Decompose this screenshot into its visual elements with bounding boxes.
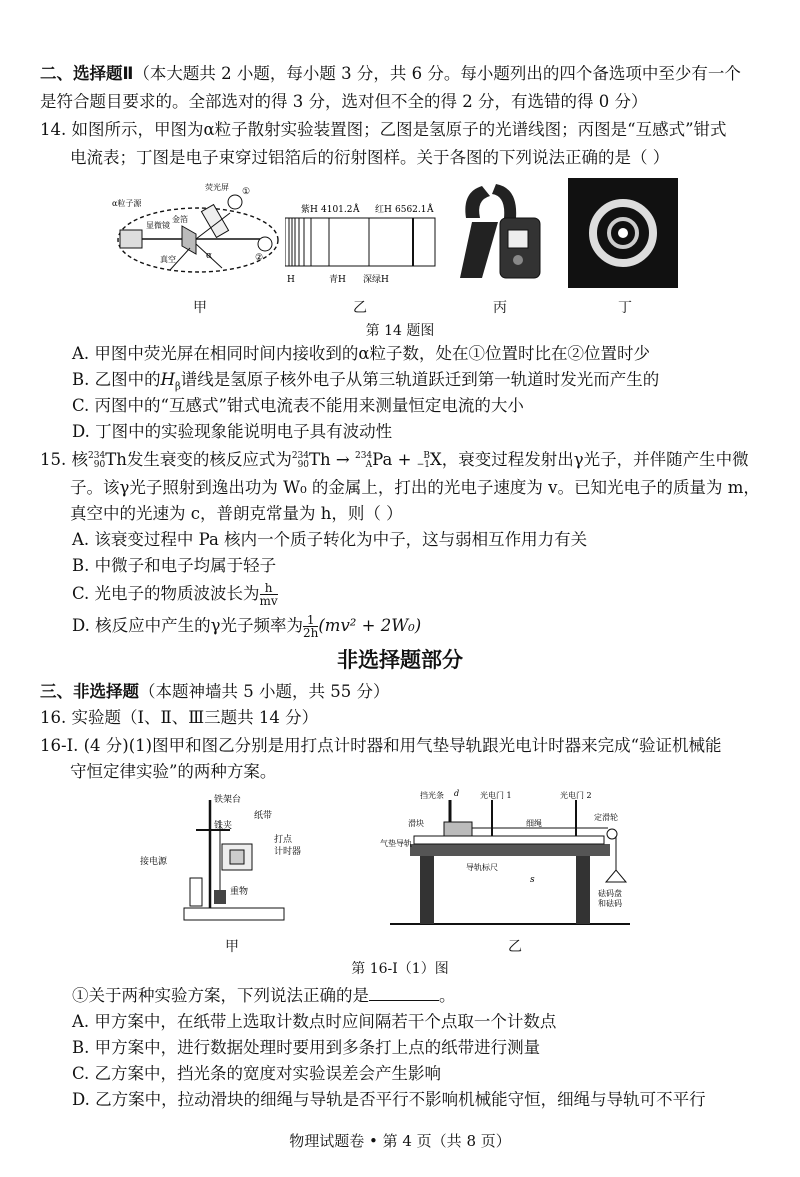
- q16-option-c: C. 乙方案中，挡光条的宽度对实验误差会产生影响: [72, 1064, 442, 1083]
- fig-yi-label-wave1: 4101.2: [321, 205, 353, 215]
- q15-th-nuclide: [88, 452, 105, 470]
- q15-option-d-den: 2h: [303, 626, 319, 640]
- q14-panel-label-jia: 甲: [193, 300, 207, 316]
- q16-figure-jia: [140, 790, 340, 930]
- q15-pa-mass: 234: [354, 450, 373, 461]
- q16-sub-1: 16-Ⅰ. (4 分)(1)图甲和图乙分别是用打点计时器和用气垫导轨跟光电计时器来完成“验证机械能: [40, 736, 722, 755]
- q14-stem-2: 电流表；丁图是电子束穿过铝箔后的衍射图样。关于各图的下列说法正确的是（ ）: [70, 148, 670, 167]
- q16-figure-yi: [380, 786, 640, 931]
- q15-option-c-fraction: [260, 582, 278, 607]
- q14-figure-yi: [285, 198, 445, 293]
- q16-sub-2: 守恒定律实验”的两种方案。: [70, 762, 277, 781]
- q15-th-nuclide-2: [292, 452, 309, 470]
- q16-option-a: A. 甲方案中，在纸带上选取计数点时应间隔若干个点取一个计数点: [72, 1012, 557, 1031]
- q14-stem-1: 14. 如图所示，甲图为α粒子散射实验装置图；乙图是氢原子的光谱线图；丙图是“互感式”钳式: [40, 120, 727, 139]
- q15-th-charge: 90: [93, 459, 106, 470]
- q15-pa-nuclide: [355, 452, 372, 470]
- q16-question-end: 。: [439, 986, 456, 1005]
- fig16-jia-label-stand: 铁架台: [214, 795, 242, 805]
- q15-x-charge: −1: [416, 459, 430, 470]
- fig16-yi-label-gate1: 光电门 1: [480, 791, 512, 800]
- section-3-desc: （本题神墙共 5 小题，共 55 分）: [139, 682, 390, 701]
- section-2-title: 二、选择题Ⅱ: [40, 64, 134, 83]
- fig16-jia-label-tape: 纸带: [254, 811, 273, 821]
- fig-yi-label-unit1: Å: [353, 205, 360, 215]
- section-3-title: 三、非选择题: [40, 682, 139, 701]
- fig-jia-label-pos2: ②: [255, 253, 264, 263]
- q15-stem-1: 15. 核 234 90 Th发生衰变的核反应式为 234 90 Th → 234 A Pa + B −1 X，衰变过程发射出γ光子，并伴随产生中微: [40, 450, 749, 470]
- q14-option-b-symbol: H: [160, 370, 176, 389]
- fig-yi-label-unit2: Å: [427, 205, 434, 215]
- q16-figure-caption: 第 16-Ⅰ（1）图: [351, 961, 449, 977]
- q15-option-d-fraction: [303, 614, 318, 639]
- section-2-desc-2: 是符合题目要求的。全部选对的得 3 分，选对但不全的得 2 分，有选错的得 0 分）: [40, 92, 648, 111]
- q15-stem-mid: 发生衰变的核反应式为: [126, 450, 292, 469]
- fig16-yi-label-string: 细绳: [526, 819, 542, 828]
- fig-yi-label-purple: 紫H: [301, 205, 318, 215]
- q14-panel-label-bing: 丙: [493, 300, 507, 316]
- answer-blank[interactable]: [369, 986, 439, 1001]
- q15-option-c: [72, 582, 770, 607]
- q14-option-a: A. 甲图中荧光屏在相同时间内接收到的α粒子数，处在①位置时比在②位置时少: [72, 344, 651, 363]
- q14-option-d: D. 丁图中的实验现象能说明电子具有波动性: [72, 422, 393, 441]
- q16-option-b: B. 甲方案中，进行数据处理时要用到多条打上点的纸带进行测量: [72, 1038, 541, 1057]
- fig-jia-label-alpha: α: [206, 251, 213, 261]
- q14-option-b-rest: 谱线是氢原子核外电子从第三轨道跃迁到第一轨道时发光而产生的: [180, 370, 660, 389]
- fig-jia-label-microscope: 显微镜: [146, 221, 170, 230]
- q14-panel-label-yi: 乙: [353, 300, 367, 316]
- section-2-line-1: [40, 62, 770, 86]
- fig-yi-label-red: 红H: [375, 205, 392, 215]
- fig-jia-label-foil: 金箔: [172, 215, 188, 224]
- section-2-desc-1: （本大题共 2 小题，每小题 3 分，共 6 分。每小题列出的四个备选项中至少有一个: [133, 64, 741, 83]
- fig16-jia-label-timer2: 计时器: [274, 847, 302, 857]
- q15-option-d-rest: (mv² + 2W₀): [318, 616, 422, 635]
- q15-pa-charge: A: [365, 459, 373, 470]
- q15-th-symbol: Th: [105, 450, 127, 469]
- q14-figure-bing: [452, 178, 552, 288]
- fig16-yi-label-pan2: 和砝码: [598, 899, 622, 908]
- q16-head: 16. 实验题（Ⅰ、Ⅱ、Ⅲ三题共 14 分）: [40, 708, 319, 727]
- q15-option-d: [72, 614, 770, 639]
- fig16-yi-label-shade: 挡光条: [420, 791, 444, 800]
- q14-figure-caption: 第 14 题图: [365, 323, 435, 339]
- fig-yi-label-halpha: H: [287, 275, 295, 285]
- q15-th-mass-2: 234: [291, 450, 310, 461]
- fig-jia-label-vacuum: 真空: [160, 255, 176, 264]
- part-title: 非选择题部分: [337, 648, 463, 672]
- q15-pa-symbol: Pa: [372, 450, 393, 469]
- q15-option-c-text: C. 光电子的物质波波长为: [72, 584, 260, 603]
- q15-stem-end: ，衰变过程发射出γ光子，并伴随产生中微: [441, 450, 749, 469]
- q14-option-b-text: B. 乙图中的: [72, 370, 161, 389]
- fig16-yi-label-pan1: 砝码盘: [598, 889, 622, 898]
- fig16-jia-label-weight: 重物: [230, 887, 249, 897]
- q14-panel-label-ding: 丁: [618, 300, 632, 316]
- q15-stem-prefix: 15. 核: [40, 450, 88, 469]
- q16-panel-label-jia: 甲: [225, 939, 239, 955]
- q15-option-b: B. 中微子和电子均属于轻子: [72, 556, 277, 575]
- q14-figure-ding: [568, 178, 678, 288]
- fig-jia-label-screen: 荧光屏: [205, 183, 229, 192]
- fig-yi-label-wave2: 6562.1: [395, 205, 427, 215]
- fig16-yi-label-slider: 滑块: [408, 819, 424, 828]
- fig-yi-label-deepgreen: 深绿H: [363, 275, 389, 285]
- q16-option-d: D. 乙方案中，拉动滑块的细绳与导轨是否平行不影响机械能守恒，细绳与导轨可不平行: [72, 1090, 706, 1109]
- fig16-yi-label-s: s: [530, 875, 535, 885]
- fig16-yi-label-d: d: [454, 789, 460, 798]
- fig-yi-label-cyan: 青H: [329, 275, 346, 285]
- page-footer: 物理试题卷 • 第 4 页（共 8 页）: [289, 1132, 511, 1150]
- fig16-jia-label-timer1: 打点: [274, 835, 293, 845]
- q15-option-d-num: 1: [303, 614, 318, 627]
- q15-option-c-den: mv: [259, 594, 278, 608]
- fig16-jia-label-clamp: 铁夹: [214, 821, 233, 831]
- q16-question-text: ①关于两种实验方案，下列说法正确的是: [72, 986, 369, 1005]
- fig-jia-label-source: α粒子源: [112, 199, 142, 208]
- fig16-jia-label-power: 接电源: [140, 857, 168, 867]
- q16-question: [72, 984, 770, 1008]
- fig16-yi-label-pulley: 定滑轮: [594, 813, 618, 822]
- q16-panel-label-yi: 乙: [508, 939, 522, 955]
- q14-option-b-subscript: β: [175, 381, 181, 393]
- q15-x-mass: B: [423, 450, 430, 461]
- q15-option-d-text: D. 核反应中产生的γ光子频率为: [72, 616, 303, 635]
- fig16-yi-label-gate2: 光电门 2: [560, 791, 592, 800]
- q14-option-c: C. 丙图中的“互感式”钳式电流表不能用来测量恒定电流的大小: [72, 396, 524, 415]
- q15-th-charge-2: 90: [297, 459, 310, 470]
- fig-jia-label-pos1: ①: [242, 187, 251, 197]
- q15-th-symbol-2: Th: [309, 450, 331, 469]
- q15-option-a: A. 该衰变过程中 Pa 核内一个质子转化为中子，这与弱相互作用力有关: [72, 530, 588, 549]
- section-3-line: [40, 680, 770, 704]
- q14-figure-jia: [110, 178, 285, 290]
- fig16-yi-label-ruler: 导轨标尺: [466, 863, 498, 872]
- q15-x-symbol: X: [429, 450, 442, 469]
- q15-stem-2: 子。该γ光子照射到逸出功为 W₀ 的金属上，打出的光电子速度为 v。已知光电子的质量为 m，: [70, 478, 760, 497]
- fig16-yi-label-track: 气垫导轨: [380, 839, 412, 848]
- q15-th-mass: 234: [88, 450, 106, 461]
- q15-stem-3: 真空中的光速为 c，普朗克常量为 h，则（ ）: [70, 504, 403, 523]
- q15-x-nuclide: [417, 452, 430, 470]
- q15-option-c-num: h: [260, 582, 278, 595]
